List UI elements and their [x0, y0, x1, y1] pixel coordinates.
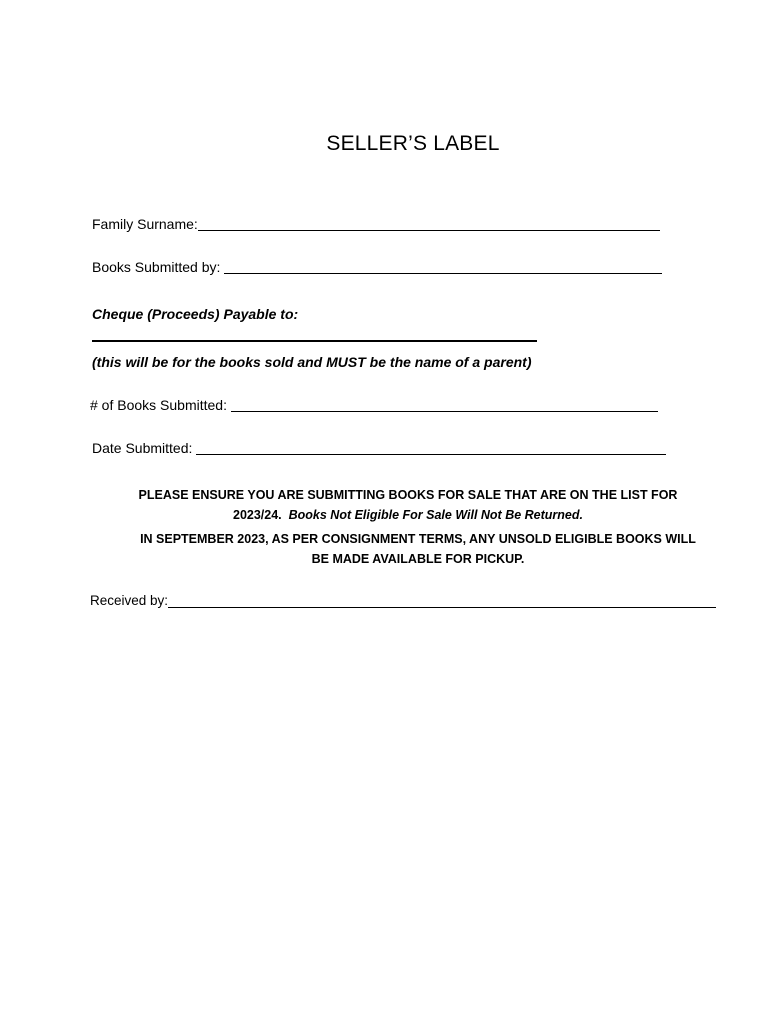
- date-submitted-field: [92, 440, 666, 456]
- num-books-submitted-label: # of Books Submitted:: [90, 397, 227, 413]
- family-surname-field: [92, 216, 660, 232]
- received-by-line[interactable]: [168, 593, 716, 608]
- notice-year: 2023/24.: [233, 508, 282, 522]
- cheque-payable-note: (this will be for the books sold and MUST be the name of a parent): [92, 354, 532, 370]
- num-books-submitted-field: [90, 397, 658, 413]
- date-submitted-line[interactable]: [196, 440, 666, 455]
- cheque-payable-label: Cheque (Proceeds) Payable to:: [92, 306, 299, 322]
- date-submitted-label: Date Submitted:: [92, 440, 193, 456]
- notice-not-returned: Books Not Eligible For Sale Will Not Be Returned.: [288, 508, 583, 522]
- notice-line-2: [60, 505, 756, 525]
- books-submitted-by-label: Books Submitted by:: [92, 259, 221, 275]
- family-surname-label: Family Surname:: [92, 216, 198, 232]
- notice-line-1: PLEASE ENSURE YOU ARE SUBMITTING BOOKS FOR SALE THAT ARE ON THE LIST FOR: [138, 488, 678, 502]
- family-surname-line[interactable]: [198, 216, 660, 231]
- notice-line-3: IN SEPTEMBER 2023, AS PER CONSIGNMENT TERMS, ANY UNSOLD ELIGIBLE BOOKS WILL: [140, 532, 696, 546]
- page-title: SELLER’S LABEL: [326, 132, 500, 155]
- pickup-notice: [60, 529, 770, 569]
- notice-line-4: BE MADE AVAILABLE FOR PICKUP.: [311, 552, 525, 566]
- received-by-field: [90, 593, 716, 609]
- eligibility-notice: [60, 485, 756, 525]
- received-by-label: Received by:: [90, 593, 169, 608]
- num-books-submitted-line[interactable]: [231, 397, 658, 412]
- books-submitted-by-field: [92, 259, 662, 275]
- cheque-payable-line[interactable]: [92, 340, 537, 342]
- books-submitted-by-line[interactable]: [224, 259, 662, 274]
